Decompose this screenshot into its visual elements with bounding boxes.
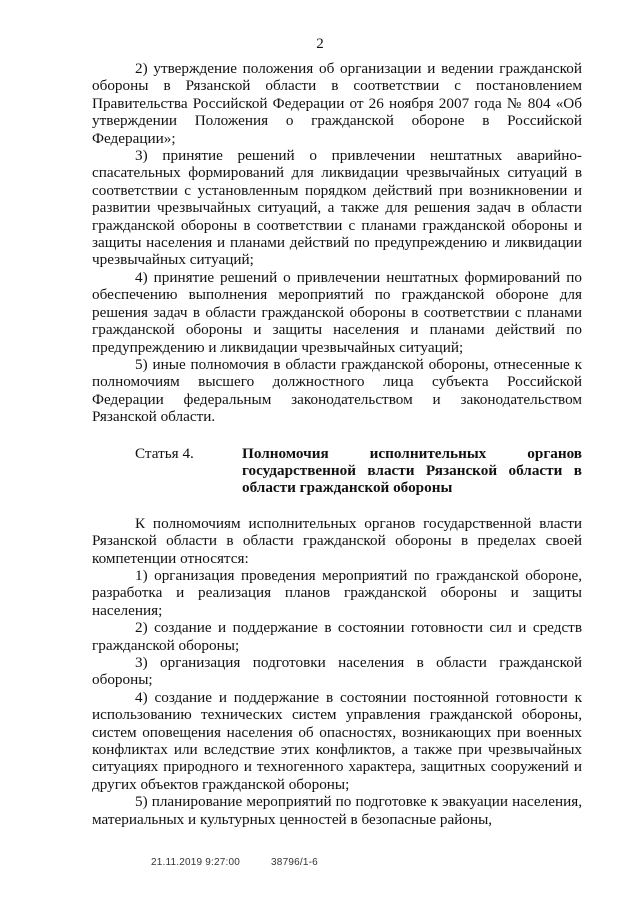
footer-timestamp: 21.11.2019 9:27:00 bbox=[151, 857, 241, 868]
paragraph: 2) создание и поддержание в состоянии готовности сил и средств гражданской обороны; bbox=[92, 619, 582, 654]
paragraph: 4) создание и поддержание в состоянии постоянной готовности к использованию технических систем управления гражданской обороны, систем оповещения населения об опасностях, возникающих при военных конфликтах или вследствие этих конфликтов, а также при чрезвычайных ситуациях природного и техногенного характера, защитных сооружений и других объектов гражданской обороны; bbox=[92, 688, 582, 793]
article-title: Полномочия исполнительных органов государственной власти Рязанской области в области гражданской обороны bbox=[242, 444, 582, 497]
footer-stamp bbox=[151, 857, 346, 868]
paragraph: 3) принятие решений о привлечении нештатных аварийно-спасательных формирований для ликвидации чрезвычайных ситуаций в соответствии с установленным порядком действий при возникновении и развитии чрезвычайных ситуаций, а также для решения задач в области гражданской обороны в соответствии с планами гражданской обороны и защиты населения и планами действий по предупреждению и ликвидации чрезвычайных ситуаций; bbox=[92, 147, 582, 269]
paragraph: 5) планирование мероприятий по подготовке к эвакуации населения, материальных и культурных ценностей в безопасные районы, bbox=[92, 793, 582, 828]
paragraph: К полномочиям исполнительных органов государственной власти Рязанской области в области гражданской обороны в пределах своей компетенции относятся: bbox=[92, 514, 582, 567]
page-number: 2 bbox=[316, 36, 324, 52]
paragraph: 5) иные полномочия в области гражданской обороны, отнесенные к полномочиям высшего должностного лица субъекта Российской Федерации федеральным законодательством и законодательством Рязанской области. bbox=[92, 355, 582, 426]
paragraph: 3) организация подготовки населения в области гражданской обороны; bbox=[92, 654, 582, 689]
paragraph: 2) утверждение положения об организации и ведении гражданской обороны в Рязанской области в соответствии с постановлением Правительства Российской Федерации от 26 ноября 2007 года № 804 «Об утверждении Положения о гражданской обороне в Российской Федерации»; bbox=[92, 60, 582, 147]
article-heading bbox=[92, 445, 582, 497]
article-label: Статья 4. bbox=[135, 444, 194, 462]
document-body bbox=[92, 60, 582, 828]
footer-doc-id: 38796/1-6 bbox=[271, 857, 318, 868]
paragraph: 1) организация проведения мероприятий по гражданской обороне, разработка и реализация планов гражданской обороны и защиты населения; bbox=[92, 566, 582, 619]
paragraph: 4) принятие решений о привлечении нештатных формирований по обеспечению выполнения мероприятий по гражданской обороне для решения задач в области гражданской обороны в соответствии с планами гражданской обороны и защиты населения и планами действий по предупреждению и ликвидации чрезвычайных ситуаций; bbox=[92, 268, 582, 356]
